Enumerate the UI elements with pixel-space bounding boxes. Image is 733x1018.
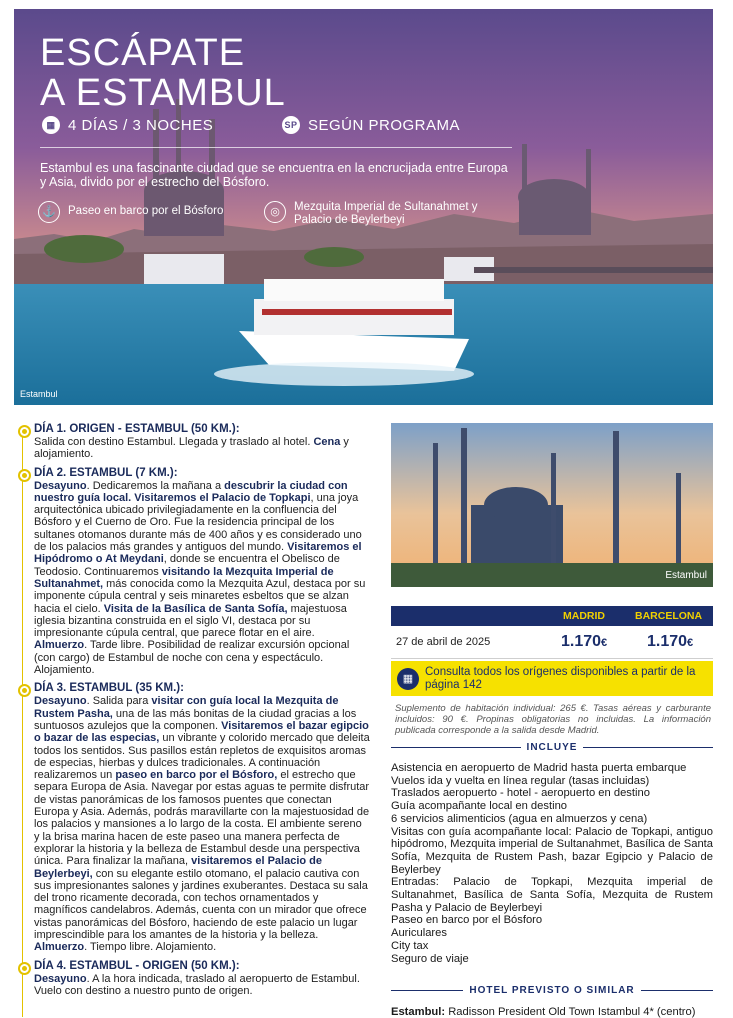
title-line-1: ESCÁPATE: [40, 32, 246, 74]
hero-title: [40, 33, 286, 113]
price-table: [391, 606, 713, 659]
consult-banner: [391, 661, 713, 696]
duration-text: 4 DÍAS / 3 NOCHES: [68, 116, 214, 134]
camera-icon: ◎: [264, 201, 286, 223]
includes-list: [391, 762, 713, 965]
timeline-dot-icon: [18, 684, 31, 697]
col-madrid: MADRID: [563, 610, 605, 622]
calendar-icon: ▦: [42, 116, 60, 134]
mosque-image: [391, 423, 713, 587]
hotel-line: [391, 1006, 713, 1018]
includes-heading: [391, 742, 713, 753]
include-item: Traslados aeropuerto - hotel - aeropuerto en destino: [391, 787, 650, 800]
supplement-note: Suplemento de habitación individual: 265 €. Tasas aéreas y carburante incluidos: 90 €. Propinas obligatorias no incluidas. La información publicada corresponde a la salida desde Madrid.: [395, 703, 711, 736]
include-item: City tax: [391, 939, 429, 952]
include-item: Visitas con guía acompañante local: Palacio de Topkapi, antiguo hipódromo, Mezquita imperial de Sultanahmet, Basílica de Santa Sofía, Mezquita de Rustem Pash, bazar Egipcio y Palacio de Beylerbey: [391, 825, 713, 876]
day-title: DÍA 1. ORIGEN - ESTAMBUL (50 KM.):: [34, 423, 240, 435]
itinerary-day: [18, 960, 370, 998]
duration: [42, 116, 213, 134]
hotel-heading: [391, 985, 713, 996]
anchor-icon: ⚓: [38, 201, 60, 223]
include-item: Auriculares: [391, 927, 447, 940]
include-item: 6 servicios alimenticios (agua en almuerzos y cena): [391, 812, 648, 825]
price-table-header: [391, 606, 713, 626]
title-line-2: A ESTAMBUL: [40, 72, 286, 114]
hero-caption: Estambul: [20, 389, 58, 399]
price-row: [391, 626, 713, 659]
feature-boat-text: Paseo en barco por el Bósforo: [68, 205, 224, 217]
timeline-dot-icon: [18, 425, 31, 438]
sp-badge-icon: SP: [282, 116, 300, 134]
day-text: Desayuno. A la hora indicada, traslado al aeropuerto de Estambul. Vuelo con destino a nuestro punto de origen.: [34, 972, 360, 997]
include-item: Entradas: Palacio de Topkapi, Mezquita imperial de Sultanahmet, Basílica de Santa Sofía, Mezquita de Rustem Pasha y Palacio de Beylerbeyi: [391, 876, 713, 914]
itinerary-day: [18, 682, 370, 953]
day-title: DÍA 4. ESTAMBUL - ORIGEN (50 KM.):: [34, 959, 240, 972]
hero-banner: [14, 9, 713, 405]
include-item: Seguro de viaje: [391, 952, 469, 965]
col-barcelona: BARCELONA: [635, 610, 703, 622]
calendar-icon: ▦: [397, 668, 419, 690]
day-text: Salida con destino Estambul. Llegada y traslado al hotel. Cena y alojamiento.: [34, 436, 349, 461]
day-title: DÍA 3. ESTAMBUL (35 KM.):: [34, 682, 184, 695]
departure-date: 27 de abril de 2025: [396, 636, 491, 648]
program: [282, 116, 460, 134]
feature-mosque: [264, 201, 504, 227]
price-barcelona: 1.170€: [647, 633, 694, 650]
itinerary-day: [18, 423, 370, 461]
day-title: DÍA 2. ESTAMBUL (7 KM.):: [34, 466, 178, 479]
itinerary: [18, 423, 370, 1003]
hotel-name: Radisson President Old Town Istambul 4* (centro): [448, 1006, 696, 1018]
feature-mosque-text: Mezquita Imperial de Sultanahmet y Palacio de Beylerbeyi: [294, 201, 478, 226]
includes-title: INCLUYE: [526, 742, 578, 753]
program-text: SEGÚN PROGRAMA: [308, 116, 461, 134]
itinerary-day: [18, 467, 370, 677]
include-item: Paseo en barco por el Bósforo: [391, 914, 543, 927]
feature-boat: [38, 201, 258, 223]
day-text: Desayuno. Dedicaremos la mañana a descubrir la ciudad con nuestro guía local. Visitaremos el Palacio de Topkapi, una joya arquitectónica ubicado privilegiadamente en la confluencia del Bósforo y el Cuerno de Oro. Fue la residencia principal de los sultanes otomanos durante más de 400 años y es considerado uno de los palacios más grandes y antiguos del mundo. Visitaremos el Hipódromo o At Meydani, donde se encuentra el Obelisco de Teodosio. Continuaremos visitando la Mezquita Imperial de Sultanahmet, más conocida como la Mezquita Azul, destaca por su imponente cúpula central y seis minaretes esbeltos que se alzan hacia el cielo. Visita de la Basílica de Santa Sofía, majestuosa iglesia bizantina construida en el siglo VI, destaca por su impresionante cúpula central, que parece flotar en el aire. Almuerzo. Tarde libre. Posibilidad de realizar excursión opcional (con cargo) de Estambul de noche con cena y espectáculo. Alojamiento.: [34, 479, 366, 677]
photo-caption: Estambul: [665, 570, 707, 581]
divider: [40, 147, 512, 148]
hotel-title: HOTEL PREVISTO O SIMILAR: [469, 985, 635, 996]
mosque-photo: [391, 423, 713, 587]
consult-text: Consulta todos los orígenes disponibles a partir de la página 142: [425, 665, 696, 691]
include-item: Asistencia en aeropuerto de Madrid hasta puerta embarque: [391, 762, 687, 774]
include-item: Vuelos ida y vuelta en línea regular (tasas incluidas): [391, 774, 650, 787]
price-madrid: 1.170€: [561, 633, 608, 650]
hotel-city: Estambul:: [391, 1006, 446, 1018]
timeline-dot-icon: [18, 469, 31, 482]
include-item: Guía acompañante local en destino: [391, 800, 568, 813]
timeline-dot-icon: [18, 962, 31, 975]
day-text: Desayuno. Salida para visitar con guía local la Mezquita de Rustem Pasha, una de las más bonitas de la ciudad gracias a los suntuosos azulejos que la componen. Visitaremos el bazar egipcio o bazar de las especias, un vibrante y colorido mercado que deleita todos los sentidos. Sus pasillos están repletos de exquisitos aromas de especias, hierbas y dulces tradicionales. A continuación realizaremos un paseo en barco por el Bósforo, el estrecho que separa Europa de Asia. Navegar por estas aguas te permite disfrutar de vistas panorámicas de los famosos puentes que conectan Europa y Asia. Además, podrás maravillarte con la majestuosidad de los palacios y mansiones a lo largo de la costa. El ambiente sereno y la brisa marina hacen de este paseo una manera perfecta de explorar la historia y la belleza de Estambul desde una perspectiva única. Para finalizar la mañana, visitaremos el Palacio de Beylerbeyi, con su elegante estilo otomano, el palacio cautiva con sus impresionantes salones y jardines exuberantes. Destaca su sala del trono ricamente decorada, con techos ornamentados y magníficos candelabros. Además, cuenta con un mirador que ofrece vistas panorámicas del Bósforo, haciendo de este palacio un lugar imprescindible para los amantes de la historia y la belleza. Almuerzo. Tiempo libre. Alojamiento.: [34, 695, 370, 954]
hero-description: Estambul es una fascinante ciudad que se encuentra en la encrucijada entre Europa y Asia, divido por el estrecho del Bósforo.: [40, 161, 508, 189]
